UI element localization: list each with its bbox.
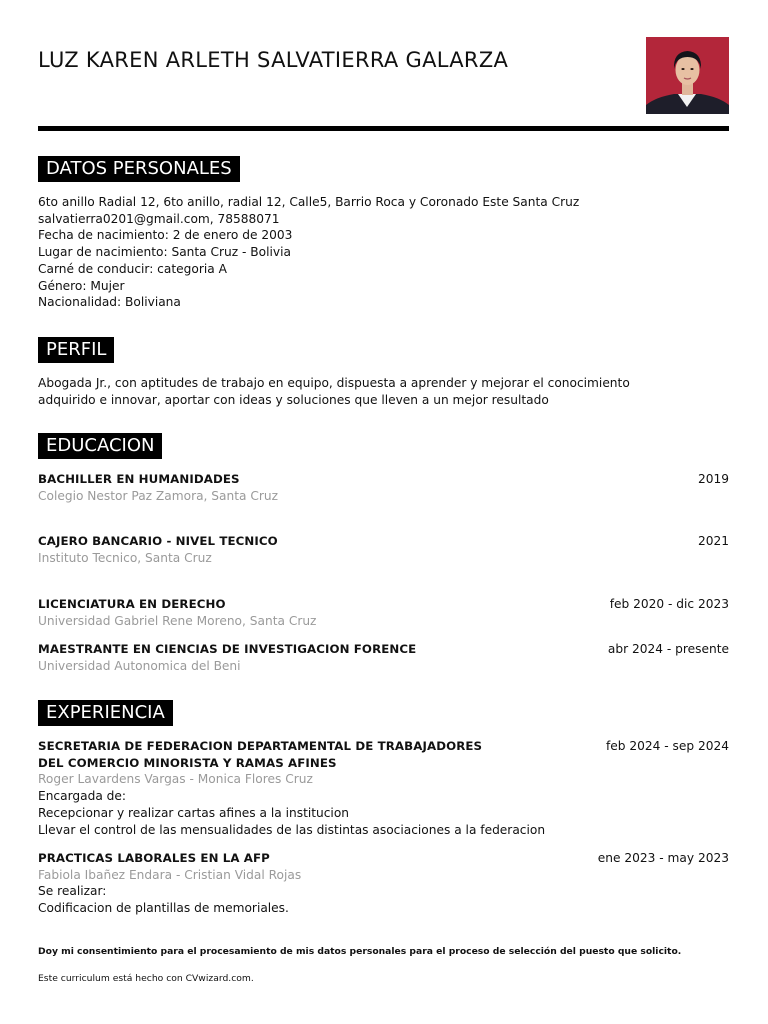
education-institution: Instituto Tecnico, Santa Cruz: [38, 550, 212, 565]
experience-date: ene 2023 - may 2023: [597, 851, 729, 865]
cvwizard-credit: Este curriculum está hecho con CVwizard.com.: [38, 973, 254, 984]
experience-item: [38, 738, 729, 838]
experience-references: Fabiola Ibañez Endara - Cristian Vidal Rojas: [38, 867, 302, 882]
section-title-datos-personales: DATOS PERSONALES: [38, 156, 240, 182]
experience-title: SECRETARIA DE FEDERACION DEPARTAMENTAL DE TRABAJADORES: [38, 739, 483, 753]
experience-date: feb 2024 - sep 2024: [605, 739, 729, 753]
section-title-perfil: PERFIL: [38, 337, 114, 363]
education-date: 2019: [697, 472, 729, 486]
experience-desc-line: Llevar el control de las mensualidades de las distintas asociaciones a la federacion: [38, 822, 546, 837]
contact-line: salvatierra0201@gmail.com, 78588071: [38, 211, 280, 226]
education-item: [38, 596, 729, 629]
education-institution: Universidad Autonomica del Beni: [38, 658, 241, 673]
education-institution: Colegio Nestor Paz Zamora, Santa Cruz: [38, 488, 278, 503]
experience-desc-line: Codificacion de plantillas de memoriales.: [38, 901, 289, 916]
birth-date-line: Fecha de nacimiento: 2 de enero de 2003: [38, 228, 293, 243]
experience-desc-line: Encargada de:: [38, 789, 127, 804]
education-title: LICENCIATURA EN DERECHO: [38, 597, 226, 611]
experience-title: PRACTICAS LABORALES EN LA AFP: [38, 851, 270, 865]
education-date: feb 2020 - dic 2023: [609, 597, 729, 611]
birth-place-line: Lugar de nacimiento: Santa Cruz - Bolivia: [38, 245, 291, 260]
education-title: BACHILLER EN HUMANIDADES: [38, 472, 240, 486]
header-divider: [38, 126, 729, 131]
education-title: MAESTRANTE EN CIENCIAS DE INVESTIGACION FORENCE: [38, 642, 417, 656]
address-line: 6to anillo Radial 12, 6to anillo, radial 12, Calle5, Barrio Roca y Coronado Este Santa Cruz: [38, 195, 580, 209]
education-item: [38, 471, 729, 504]
experience-desc-line: Se realizar:: [38, 884, 107, 899]
section-title-experiencia: EXPERIENCIA: [38, 700, 173, 726]
education-title: CAJERO BANCARIO - NIVEL TECNICO: [38, 534, 278, 548]
nationality-line: Nacionalidad: Boliviana: [38, 295, 181, 310]
section-title-educacion: EDUCACION: [38, 433, 162, 459]
education-date: abr 2024 - presente: [607, 642, 729, 656]
experience-desc-line: Recepcionar y realizar cartas afines a la institucion: [38, 805, 350, 820]
education-item: [38, 641, 729, 674]
profile-photo: [646, 37, 729, 114]
education-date: 2021: [697, 534, 729, 548]
profile-block: [38, 375, 729, 408]
consent-statement: Doy mi consentimiento para el procesamiento de mis datos personales para el proceso de selección del puesto que solicito.: [38, 946, 682, 957]
education-institution: Universidad Gabriel Rene Moreno, Santa Cruz: [38, 613, 317, 628]
profile-line: adquirido e innovar, aportar con ideas y soluciones que lleven a un mejor resultado: [38, 392, 549, 407]
experience-item: [38, 850, 729, 917]
profile-line: Abogada Jr., con aptitudes de trabajo en equipo, dispuesta a aprender y mejorar el conocimiento: [38, 376, 630, 390]
experience-references: Roger Lavardens Vargas - Monica Flores Cruz: [38, 772, 313, 787]
license-line: Carné de conducir: categoria A: [38, 261, 227, 276]
candidate-name: LUZ KAREN ARLETH SALVATIERRA GALARZA: [38, 48, 509, 72]
gender-line: Género: Mujer: [38, 278, 125, 293]
profile-photo-image: [646, 37, 729, 114]
personal-data-block: [38, 194, 729, 311]
experience-title: DEL COMERCIO MINORISTA Y RAMAS AFINES: [38, 755, 337, 770]
education-item: [38, 533, 729, 566]
